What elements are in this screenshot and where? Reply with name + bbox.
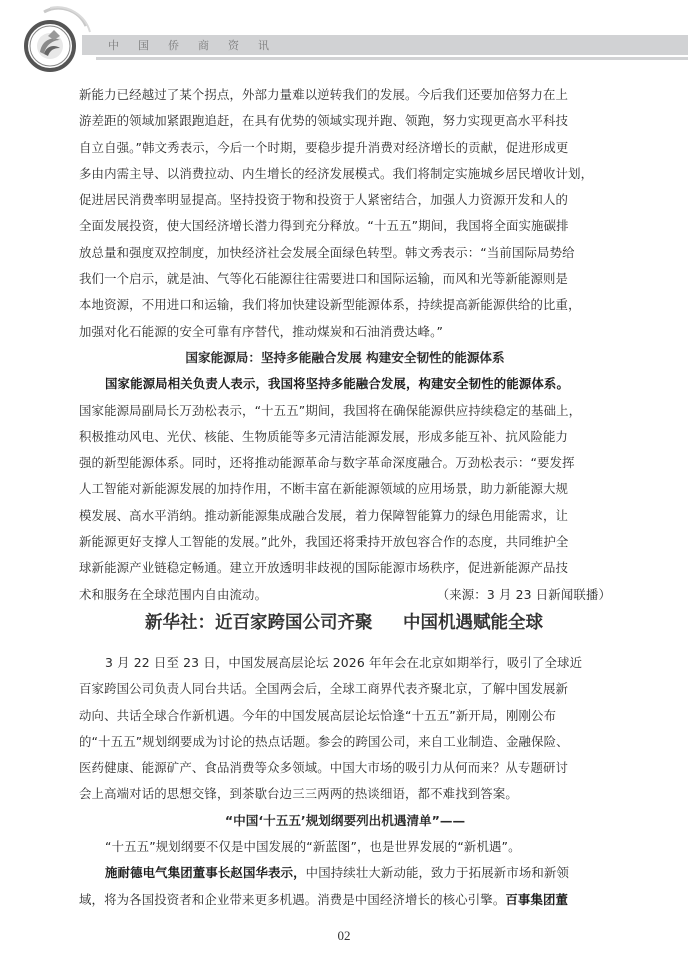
paragraph-line: 模发展、高水平消纳。推动新能源集成融合发展，着力保障智能算力的绿色用能需求，让 — [79, 507, 569, 523]
paragraph-line: 加强对化石能源的安全可靠有序替代，推动煤炭和石油消费达峰。” — [79, 323, 444, 339]
paragraph-line: 全面发展投资，使大国经济增长潜力得到充分释放。“十五五”期间，我国将全面实施碳排 — [79, 218, 569, 234]
page-header — [0, 0, 688, 72]
paragraph-line: 人工智能对新能源发展的加持作用，不断丰富在新能源领域的应用场景，助力新能源大规 — [79, 481, 569, 497]
paragraph-line: 3 月 22 日至 23 日，中国发展高层论坛 2026 年年会在北京如期举行，吸引了全球近 — [105, 655, 583, 670]
paragraph-line: 我们一个启示，就是油、气等化石能源往往需要进口和国际运输，而风和光等新能源则是 — [79, 271, 569, 287]
paragraph-line: 国家能源局副局长万劲松表示，“十五五”期间，我国将在确保能源供应持续稳定的基础上， — [79, 402, 582, 418]
paragraph-line: 动向、共话全球合作新机遇。今年的中国发展高层论坛恰逢“十五五”新开局，刚刚公布 — [79, 707, 557, 723]
article-title: 新华社：近百家跨国公司齐聚 中国机遇赋能全球 — [145, 613, 543, 633]
paragraph-line — [79, 860, 611, 886]
paragraph-line: 的“十五五”规划纲要成为讨论的热点话题。参会的跨国公司，来自工业制造、金融保险、 — [79, 733, 569, 749]
paragraph-line: 本地资源，不用进口和运输，我们将加快建设新型能源体系，持续提高新能源供给的比重， — [79, 297, 581, 313]
last-line-with-source — [79, 582, 611, 608]
publication-title: 中国侨商资讯 — [108, 39, 288, 52]
paragraph-line: 自立自强。”韩文秀表示，今后一个时期，要稳步提升消费对经济增长的贡献，促进形成更 — [79, 139, 569, 155]
paragraph-line: 积极推动风电、光伏、核能、生物质能等多元清洁能源发展，形成多能互补、抗风险能力 — [79, 428, 569, 444]
paragraph-line: 百家跨国公司负责人同台共话。全国两会后，全球工商界代表齐聚北京，了解中国发展新 — [79, 681, 569, 697]
paragraph-text: 域，将为各国投资者和企业带来更多机遇。消费是中国经济增长的核心引擎。 — [79, 891, 506, 907]
paragraph-line — [79, 887, 611, 913]
paragraph-line: 多由内需主导、以消费拉动、内生增长的经济发展模式。我们将制定实施城乡居民增收计划， — [79, 165, 594, 181]
speaker-attribution: 施耐德电气集团董事长赵国华表示， — [105, 865, 306, 881]
paragraph-line: 会上高端对话的思想交锋，到茶歇台边三三两两的热谈细语，都不难找到答案。 — [79, 786, 518, 802]
paragraph-line: 球新能源产业链稳定畅通。建立开放透明非歧视的国际能源市场秩序，促进新能源产品技 — [79, 560, 569, 576]
paragraph-line: 术和服务在全球范围内自由流动。 — [79, 586, 268, 602]
source-citation: （来源：3 月 23 日新闻联播） — [436, 586, 611, 602]
quote-line: “十五五”规划纲要不仅是中国发展的“新蓝图”，也是世界发展的“新机遇”。 — [105, 839, 521, 855]
section-subheading: “中国‘十五五’规划纲要列出机遇清单”—— — [224, 812, 466, 828]
paragraph-line: 游差距的领域加紧跟跑追赶，在具有优势的领域实现并跑、领跑，努力实现更高水平科技 — [79, 113, 569, 129]
paragraph-text: 中国持续壮大新动能，致力于拓展新市场和新领 — [305, 865, 570, 881]
article-section-2 — [79, 650, 611, 913]
header-divider — [96, 57, 688, 60]
section-subheading: 国家能源局：坚持多能融合发展 构建安全韧性的能源体系 — [185, 349, 505, 365]
speaker-attribution: 百事集团董 — [505, 891, 569, 907]
page-number: 02 — [337, 928, 351, 943]
paragraph-line: 放总量和强度双控制度，加快经济社会发展全面绿色转型。韩文秀表示：“当前国际局势给 — [79, 244, 575, 260]
lead-sentence: 国家能源局相关负责人表示，我国将坚持多能融合发展，构建安全韧性的能源体系。 — [105, 376, 570, 392]
paragraph-line: 新能源更好支撑人工智能的发展。”此外，我国还将秉持开放包容合作的态度，共同维护全 — [79, 534, 569, 550]
paragraph-line: 促进居民消费率明显提高。坚持投资于物和投资于人紧密结合，加强人力资源开发和人的 — [79, 192, 569, 208]
paragraph-line: 医药健康、能源矿产、食品消费等众多领域。中国大市场的吸引力从何而来？从专题研讨 — [79, 760, 569, 776]
paragraph-line: 新能力已经越过了某个拐点，外部力量难以逆转我们的发展。今后我们还要加倍努力在上 — [79, 87, 569, 102]
paragraph-line: 强的新型能源体系。同时，还将推动能源革命与数字革命深度融合。万劲松表示：“要发挥 — [79, 455, 575, 471]
article-section-1 — [79, 82, 611, 608]
